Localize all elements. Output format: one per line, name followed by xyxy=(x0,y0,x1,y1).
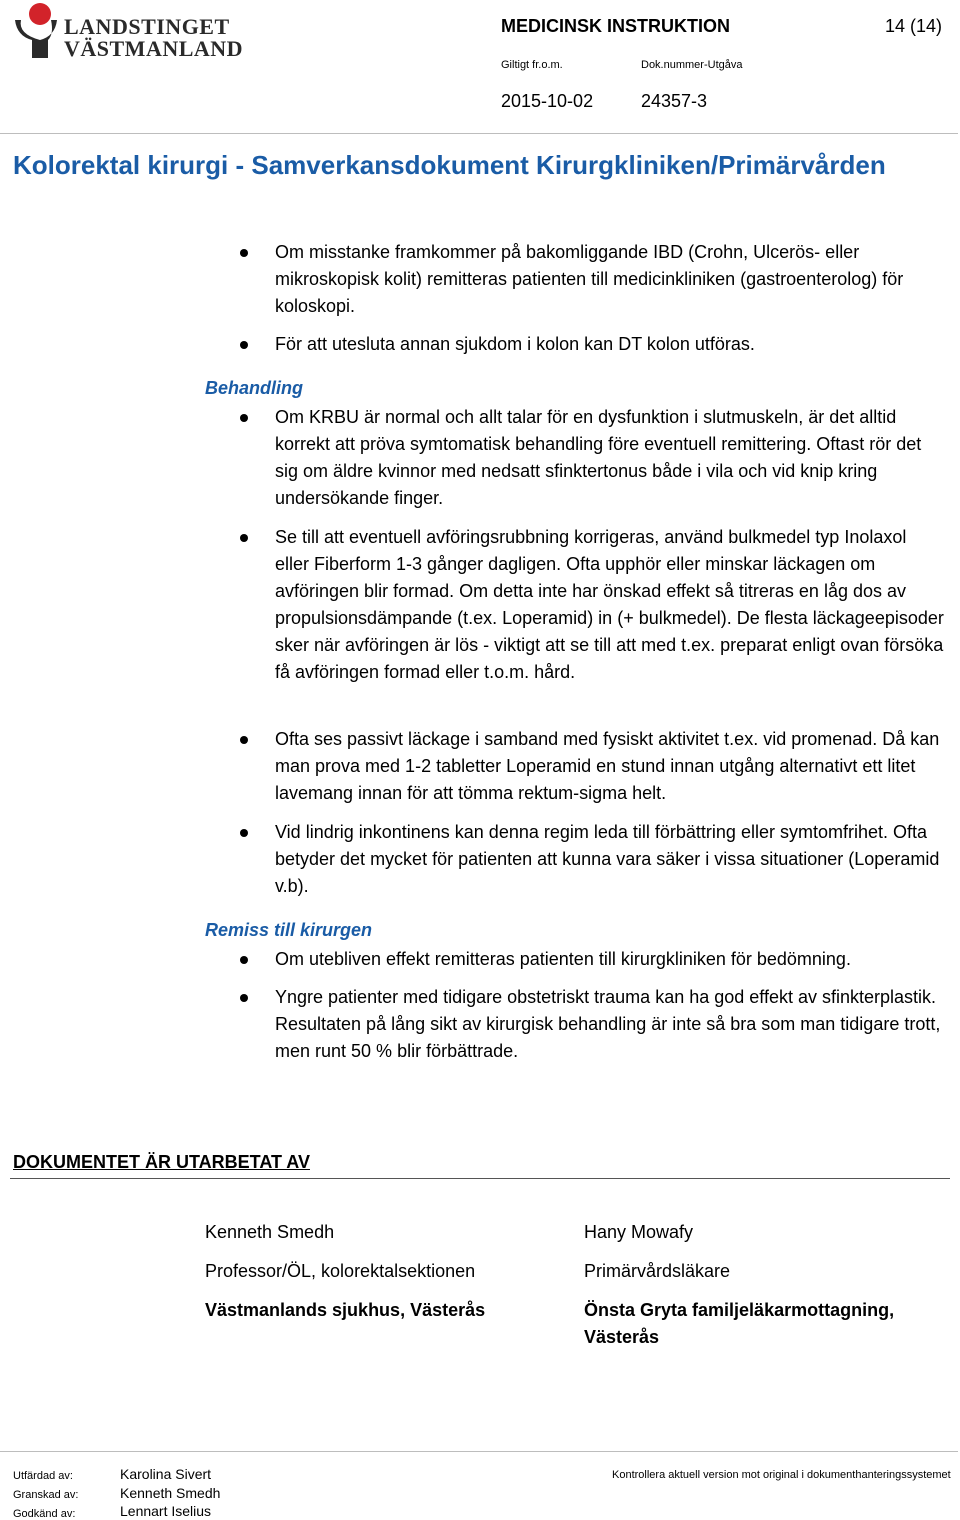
bullet-icon xyxy=(240,829,248,837)
section-heading-behandling: Behandling xyxy=(205,378,303,398)
page-number: 14 (14) xyxy=(885,16,943,36)
list-item: Om misstanke framkommer på bakomliggande IBD (Crohn, Ulcerös- eller mikroskopisk kolit) remitteras patienten till medicinkliniken (gastroenterolog) för koloskopi. xyxy=(275,242,904,316)
footer-divider xyxy=(0,1451,958,1452)
document-number: 24357-3 xyxy=(641,91,708,111)
list-item: Yngre patienter med tidigare obstetriskt trauma kan ha god effekt av sfinkterplastik. Resultaten på lång sikt av kirurgisk behandling är inte så bra som man tidigare trott, men runt 50 % blir förbättrade. xyxy=(275,987,941,1061)
author-right-org: Önsta Gryta familjeläkarmottagning, Västerås xyxy=(584,1300,895,1347)
logo-text-line2: VÄSTMANLAND xyxy=(64,36,244,61)
version-control-note: Kontrollera aktuell version mot original i dokumenthanteringssystemet xyxy=(612,1469,951,1481)
author-left-role: Professor/ÖL, kolorektalsektionen xyxy=(205,1261,476,1281)
list-item: Om utebliven effekt remitteras patienten till kirurgkliniken för bedömning. xyxy=(275,949,851,969)
reviewed-label: Granskad av: xyxy=(13,1489,79,1501)
list-item: För att utesluta annan sjukdom i kolon kan DT kolon utföras. xyxy=(275,334,755,354)
reviewed-by: Kenneth Smedh xyxy=(120,1485,221,1501)
author-left-org: Västmanlands sjukhus, Västerås xyxy=(205,1300,486,1320)
document-type: MEDICINSK INSTRUKTION xyxy=(501,16,730,36)
logo-text-line1: LANDSTINGET xyxy=(64,14,230,39)
bullet-icon xyxy=(240,341,248,349)
bullet-icon xyxy=(240,534,248,542)
issued-by: Karolina Sivert xyxy=(120,1466,212,1482)
section-heading-remiss: Remiss till kirurgen xyxy=(205,920,373,940)
valid-from-label: Giltigt fr.o.m. xyxy=(501,59,563,71)
bullet-icon xyxy=(240,956,248,964)
bullet-icon xyxy=(240,249,248,257)
list-item: Vid lindrig inkontinens kan denna regim leda till förbättring eller symtomfrihet. Ofta betyder det mycket för patienten att kunna vara säker i vissa situationer (Loperamid v.b). xyxy=(275,822,940,896)
list-item: Om KRBU är normal och allt talar för en dysfunktion i slutmuskeln, är det alltid korrekt att pröva symtomatisk behandling före eventuell remittering. Oftast rör det sig om äldre kvinnor med nedsatt sfinktertonus både i vila och vid knip kring undersökande finger. xyxy=(275,407,922,508)
bullet-icon xyxy=(240,994,248,1002)
approved-by: Lennart Iselius xyxy=(120,1503,212,1519)
bullet-icon xyxy=(240,736,248,744)
authors-divider xyxy=(10,1178,950,1179)
bullet-icon xyxy=(240,414,248,422)
approved-label: Godkänd av: xyxy=(13,1508,76,1520)
docno-label: Dok.nummer-Utgåva xyxy=(641,59,743,71)
author-left-name: Kenneth Smedh xyxy=(205,1222,335,1242)
author-right-name: Hany Mowafy xyxy=(584,1222,694,1242)
valid-from-date: 2015-10-02 xyxy=(501,91,594,111)
author-right-role: Primärvårdsläkare xyxy=(584,1261,731,1281)
list-item: Ofta ses passivt läckage i samband med fysiskt aktivitet t.ex. vid promenad. Då kan man prova med 1-2 tabletter Loperamid en stund innan utgång alternativt ett litet lavemang innan för att tömma rektum-sigma helt. xyxy=(275,729,940,803)
page-title: Kolorektal kirurgi - Samverkansdokument Kirurgkliniken/Primärvården xyxy=(13,150,886,180)
logo-figure-icon xyxy=(12,2,60,60)
issued-label: Utfärdad av: xyxy=(13,1470,73,1482)
header-divider xyxy=(0,133,958,134)
authors-heading: DOKUMENTET ÄR UTARBETAT AV xyxy=(13,1152,310,1172)
list-item: Se till att eventuell avföringsrubbning korrigeras, använd bulkmedel typ Inolaxol eller Fiberform 1-3 gånger dagligen. Ofta upphör eller minskar läckagen om avföringen blir formad. Om detta inte har önskad effekt så titreras en låg dos av propulsionsdämpande (t.ex. Loperamid) in (+ bulkmedel). De flesta läckageepisoder sker när avföringen är lös - viktigt att se till att med t.ex. preparat enligt ovan försöka få avföringen formad eller t.o.m. hård. xyxy=(275,527,944,682)
landstinget-logo xyxy=(12,2,244,61)
